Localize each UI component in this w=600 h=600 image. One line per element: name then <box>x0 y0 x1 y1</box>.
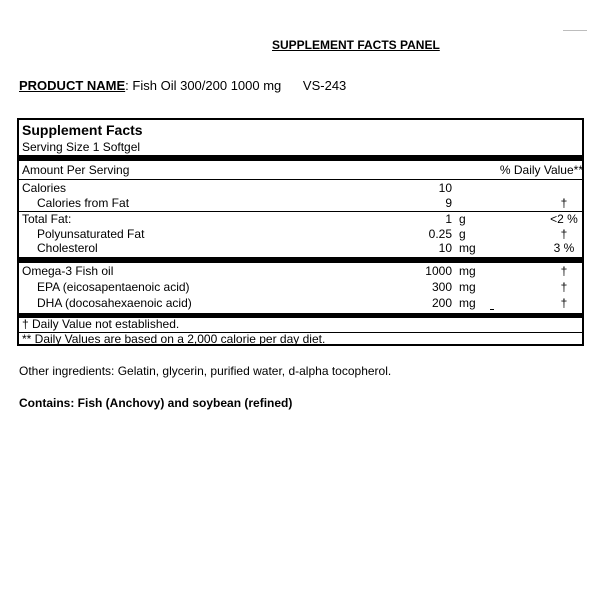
nutrient-amount: 0.25 <box>428 227 452 241</box>
nutrient-name: Cholesterol <box>37 241 98 255</box>
nutrient-unit: mg <box>459 241 476 255</box>
daily-value-header: % Daily Value** <box>499 163 583 177</box>
nutrient-name: Calories from Fat <box>37 196 130 210</box>
product-name-colon: : <box>125 78 129 93</box>
footnote-dagger-text: † Daily Value not established. <box>22 317 180 331</box>
nutrient-amount: 9 <box>445 196 452 210</box>
nutrient-amount: 1000 <box>425 264 452 278</box>
other-ingredients: Other ingredients: Gelatin, glycerin, purified water, d-alpha tocopherol. <box>19 364 392 378</box>
nutrient-name: DHA (docosahexaenoic acid) <box>37 296 192 310</box>
nutrient-name: EPA (eicosapentaenoic acid) <box>37 280 190 294</box>
product-line <box>19 78 346 93</box>
nutrient-unit: g <box>459 212 466 226</box>
product-name-label: PRODUCT NAME <box>19 78 126 93</box>
nutrient-amount: 300 <box>431 280 452 294</box>
nutrient-dv: † <box>560 280 568 294</box>
thick-divider <box>19 257 582 263</box>
nutrient-unit: mg <box>459 264 476 278</box>
product-code: VS-243 <box>302 78 347 93</box>
divider <box>19 211 582 212</box>
footnote-daily-values-text: ** Daily Values are based on a 2,000 calorie per day diet. <box>22 332 326 346</box>
nutrient-name: Omega-3 Fish oil <box>22 264 114 278</box>
nutrient-unit: mg <box>459 280 476 294</box>
allergen-statement: Contains: Fish (Anchovy) and soybean (refined) <box>19 396 293 410</box>
nutrient-amount: 10 <box>438 241 452 255</box>
nutrient-dv: 3 % <box>553 241 575 255</box>
panel-title: SUPPLEMENT FACTS PANEL <box>272 38 440 52</box>
amount-per-serving-header: Amount Per Serving <box>22 163 130 177</box>
supplement-facts-box <box>17 118 584 346</box>
product-name-value: Fish Oil 300/200 1000 mg <box>132 78 282 93</box>
nutrient-unit: mg <box>459 296 476 310</box>
nutrient-dv: † <box>560 227 568 241</box>
divider <box>19 179 582 180</box>
decorative-rule <box>563 30 587 31</box>
thick-divider <box>19 155 582 161</box>
nutrient-dv: † <box>560 196 568 210</box>
nutrient-dv: † <box>560 264 568 278</box>
nutrient-name: Total Fat: <box>22 212 72 226</box>
nutrient-dv: <2 % <box>550 212 578 226</box>
nutrient-dv: † <box>560 296 568 310</box>
facts-title: Supplement Facts <box>22 122 143 138</box>
nutrient-amount: 200 <box>431 296 452 310</box>
nutrient-unit: g <box>459 227 466 241</box>
nutrient-amount: 10 <box>438 181 452 195</box>
nutrient-name: Calories <box>22 181 67 195</box>
nutrient-name: Polyunsaturated Fat <box>37 227 145 241</box>
nutrient-amount: 1 <box>445 212 452 226</box>
small-dash-mark <box>490 309 494 310</box>
serving-size: Serving Size 1 Softgel <box>22 140 141 154</box>
